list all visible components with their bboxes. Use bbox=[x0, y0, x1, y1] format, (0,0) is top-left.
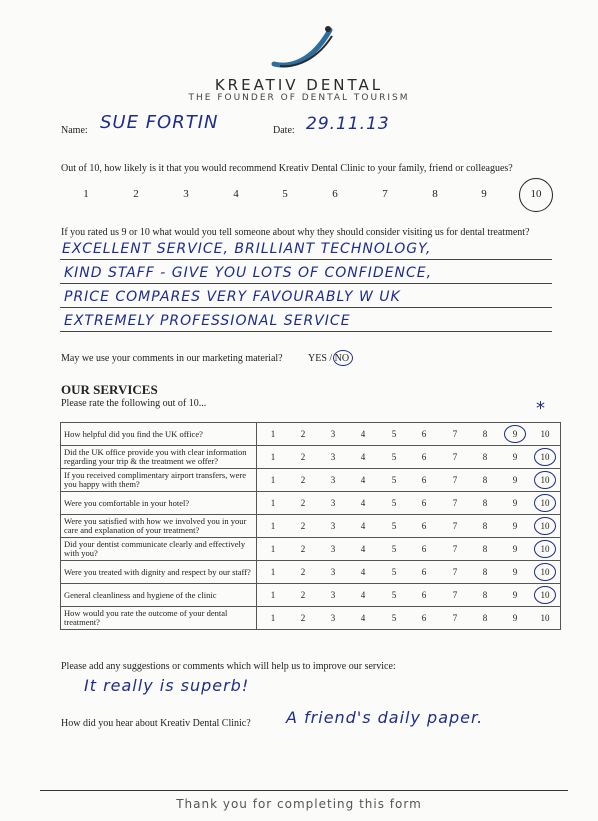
rating-option[interactable]: 4 bbox=[360, 544, 366, 554]
rating-option[interactable]: 4 bbox=[360, 521, 366, 531]
recommend-scale bbox=[0, 188, 598, 204]
rating-option[interactable]: 7 bbox=[452, 590, 458, 600]
rating-option[interactable]: 7 bbox=[452, 475, 458, 485]
rating-option[interactable]: 10 bbox=[540, 613, 550, 623]
rating-option[interactable]: 7 bbox=[452, 521, 458, 531]
marketing-answer[interactable]: YES / NO bbox=[308, 353, 350, 364]
rating-option[interactable]: 7 bbox=[452, 613, 458, 623]
table-row bbox=[61, 492, 561, 515]
rating-option[interactable]: 10 bbox=[540, 452, 550, 462]
rating-option[interactable]: 4 bbox=[360, 452, 366, 462]
rating-option[interactable]: 8 bbox=[482, 590, 488, 600]
rating-option[interactable]: 2 bbox=[300, 452, 306, 462]
rating-option[interactable]: 4 bbox=[360, 567, 366, 577]
rating-option[interactable]: 5 bbox=[391, 452, 397, 462]
services-table bbox=[60, 422, 561, 630]
selection-circle-icon bbox=[333, 350, 353, 366]
rating-option[interactable]: 5 bbox=[391, 590, 397, 600]
rating-option[interactable]: 6 bbox=[421, 521, 427, 531]
rating-option[interactable]: 8 bbox=[482, 544, 488, 554]
table-row bbox=[61, 446, 561, 469]
suggestions-answer[interactable]: It really is superb! bbox=[84, 676, 250, 695]
rating-option[interactable]: 5 bbox=[391, 544, 397, 554]
recommend-option[interactable]: 3 bbox=[183, 188, 189, 200]
rating-option[interactable]: 4 bbox=[360, 475, 366, 485]
rating-option[interactable]: 8 bbox=[482, 613, 488, 623]
asterisk-mark: * bbox=[536, 398, 546, 419]
rating-option[interactable]: 5 bbox=[391, 475, 397, 485]
services-title: OUR SERVICES bbox=[61, 382, 158, 397]
suggestions-question: Please add any suggestions or comments which will help us to improve our service: bbox=[61, 661, 396, 672]
rating-option[interactable]: 1 bbox=[270, 521, 276, 531]
rating-option[interactable]: 3 bbox=[330, 429, 336, 439]
date-label: Date: bbox=[273, 125, 295, 136]
rating-option[interactable]: 1 bbox=[270, 567, 276, 577]
brand-tagline: THE FOUNDER OF DENTAL TOURISM bbox=[188, 93, 410, 103]
rating-option[interactable]: 4 bbox=[360, 613, 366, 623]
answer-rule bbox=[60, 307, 552, 308]
service-question: Did your dentist communicate clearly and effectively with you? bbox=[61, 538, 257, 561]
service-question: Did the UK office provide you with clear information regarding your trip & the treatment we offer? bbox=[61, 446, 257, 469]
rating-option[interactable]: 3 bbox=[330, 613, 336, 623]
service-rating-scale bbox=[257, 492, 561, 515]
rating-option[interactable]: 3 bbox=[330, 521, 336, 531]
why-answer-line[interactable]: EXCELLENT SERVICE, BRILLIANT TECHNOLOGY, bbox=[62, 241, 432, 257]
rating-option[interactable]: 3 bbox=[330, 590, 336, 600]
recommend-option[interactable]: 9 bbox=[481, 188, 487, 200]
rating-option[interactable]: 7 bbox=[452, 452, 458, 462]
rating-option[interactable]: 9 bbox=[512, 521, 518, 531]
recommend-option[interactable]: 4 bbox=[233, 188, 239, 200]
recommend-option[interactable]: 2 bbox=[133, 188, 139, 200]
rating-option[interactable]: 6 bbox=[421, 613, 427, 623]
heard-question: How did you hear about Kreativ Dental Clinic? bbox=[61, 718, 251, 729]
recommend-question: Out of 10, how likely is it that you would recommend Kreativ Dental Clinic to your family, friend or colleagues? bbox=[61, 163, 513, 174]
rating-option[interactable]: 10 bbox=[540, 498, 550, 508]
rating-option[interactable]: 5 bbox=[391, 498, 397, 508]
rating-option[interactable]: 3 bbox=[330, 498, 336, 508]
table-row bbox=[61, 423, 561, 446]
rating-option[interactable]: 1 bbox=[270, 590, 276, 600]
answer-rule bbox=[60, 283, 552, 284]
rating-option[interactable]: 9 bbox=[512, 567, 518, 577]
rating-option[interactable]: 1 bbox=[270, 475, 276, 485]
service-rating-scale bbox=[257, 446, 561, 469]
recommend-option-selected[interactable]: 10 bbox=[530, 188, 542, 200]
selection-circle-icon bbox=[534, 540, 556, 558]
recommend-option[interactable]: 5 bbox=[282, 188, 288, 200]
selection-circle-icon bbox=[504, 425, 526, 443]
rating-option[interactable]: 2 bbox=[300, 544, 306, 554]
name-label: Name: bbox=[61, 125, 88, 136]
rating-option[interactable]: 4 bbox=[360, 590, 366, 600]
service-rating-scale bbox=[257, 561, 561, 584]
rating-option[interactable]: 2 bbox=[300, 590, 306, 600]
rating-option[interactable]: 9 bbox=[512, 590, 518, 600]
rating-option[interactable]: 6 bbox=[421, 452, 427, 462]
rating-option[interactable]: 6 bbox=[421, 544, 427, 554]
footer-divider bbox=[40, 790, 568, 791]
selection-circle-icon bbox=[519, 178, 553, 212]
service-rating-scale bbox=[257, 584, 561, 607]
rating-option[interactable]: 3 bbox=[330, 475, 336, 485]
service-question: How would you rate the outcome of your dental treatment? bbox=[61, 607, 257, 630]
rating-option[interactable]: 2 bbox=[300, 475, 306, 485]
rating-option[interactable]: 6 bbox=[421, 590, 427, 600]
service-rating-scale bbox=[257, 469, 561, 492]
rating-option[interactable]: 9 bbox=[512, 498, 518, 508]
answer-rule bbox=[60, 259, 552, 260]
table-row bbox=[61, 538, 561, 561]
rating-option[interactable]: 7 bbox=[452, 498, 458, 508]
table-row bbox=[61, 469, 561, 492]
rating-option[interactable]: 6 bbox=[421, 475, 427, 485]
rating-option[interactable]: 8 bbox=[482, 521, 488, 531]
selection-circle-icon bbox=[534, 471, 556, 489]
why-question: If you rated us 9 or 10 what would you tell someone about why they should consider visiting us for dental treatment? bbox=[61, 227, 530, 238]
service-rating-scale bbox=[257, 515, 561, 538]
recommend-option[interactable]: 7 bbox=[382, 188, 388, 200]
rating-option[interactable]: 3 bbox=[330, 452, 336, 462]
rating-option[interactable]: 9 bbox=[512, 429, 518, 439]
name-value[interactable]: SUE FORTIN bbox=[100, 112, 219, 133]
rating-option[interactable]: 1 bbox=[270, 544, 276, 554]
rating-option[interactable]: 1 bbox=[270, 429, 276, 439]
rating-option[interactable]: 10 bbox=[540, 429, 550, 439]
service-question: Were you satisfied with how we involved you in your care and explanation of your treatment? bbox=[61, 515, 257, 538]
rating-option[interactable]: 2 bbox=[300, 521, 306, 531]
rating-option[interactable]: 5 bbox=[391, 613, 397, 623]
rating-option[interactable]: 4 bbox=[360, 429, 366, 439]
service-rating-scale bbox=[257, 607, 561, 630]
recommend-option[interactable]: 1 bbox=[83, 188, 89, 200]
selection-circle-icon bbox=[534, 563, 556, 581]
answer-rule bbox=[60, 331, 552, 332]
service-question: If you received complimentary airport transfers, were you happy with them? bbox=[61, 469, 257, 492]
why-answer-line[interactable]: EXTREMELY PROFESSIONAL SERVICE bbox=[64, 313, 351, 329]
marketing-question: May we use your comments in our marketing material? bbox=[61, 353, 283, 364]
rating-option[interactable]: 3 bbox=[330, 544, 336, 554]
rating-option[interactable]: 6 bbox=[421, 429, 427, 439]
rating-option[interactable]: 4 bbox=[360, 498, 366, 508]
why-answer-line[interactable]: KIND STAFF - GIVE YOU LOTS OF CONFIDENCE, bbox=[64, 265, 433, 281]
table-row bbox=[61, 584, 561, 607]
rating-option[interactable]: 6 bbox=[421, 567, 427, 577]
rating-option[interactable]: 2 bbox=[300, 613, 306, 623]
service-question: How helpful did you find the UK office? bbox=[61, 423, 257, 446]
service-question: Were you treated with dignity and respect by our staff? bbox=[61, 561, 257, 584]
rating-option[interactable]: 1 bbox=[270, 452, 276, 462]
service-question: General cleanliness and hygiene of the clinic bbox=[61, 584, 257, 607]
rating-option[interactable]: 3 bbox=[330, 567, 336, 577]
rating-option[interactable]: 2 bbox=[300, 429, 306, 439]
rating-option[interactable]: 5 bbox=[391, 521, 397, 531]
rating-option[interactable]: 10 bbox=[540, 590, 550, 600]
why-answer-line[interactable]: PRICE COMPARES VERY FAVOURABLY W UK bbox=[64, 289, 401, 305]
rating-option[interactable]: 7 bbox=[452, 567, 458, 577]
rating-option[interactable]: 8 bbox=[482, 429, 488, 439]
recommend-option[interactable]: 8 bbox=[432, 188, 438, 200]
service-rating-scale bbox=[257, 423, 561, 446]
rating-option[interactable]: 8 bbox=[482, 498, 488, 508]
rating-option[interactable]: 9 bbox=[512, 452, 518, 462]
rating-option[interactable]: 5 bbox=[391, 567, 397, 577]
rating-option[interactable]: 10 bbox=[540, 544, 550, 554]
rating-option[interactable]: 9 bbox=[512, 613, 518, 623]
rating-option[interactable]: 9 bbox=[512, 475, 518, 485]
rating-option[interactable]: 6 bbox=[421, 498, 427, 508]
rating-option[interactable]: 10 bbox=[540, 521, 550, 531]
rating-option[interactable]: 8 bbox=[482, 475, 488, 485]
rating-option[interactable]: 9 bbox=[512, 544, 518, 554]
rating-option[interactable]: 7 bbox=[452, 429, 458, 439]
table-row bbox=[61, 561, 561, 584]
rating-option[interactable]: 10 bbox=[540, 567, 550, 577]
recommend-option[interactable]: 6 bbox=[332, 188, 338, 200]
table-row bbox=[61, 515, 561, 538]
selection-circle-icon bbox=[534, 586, 556, 604]
date-value[interactable]: 29.11.13 bbox=[306, 114, 390, 134]
footer-text: Thank you for completing this form bbox=[176, 797, 422, 811]
brand-name: KREATIV DENTAL bbox=[214, 76, 384, 94]
rating-option[interactable]: 8 bbox=[482, 452, 488, 462]
service-rating-scale bbox=[257, 538, 561, 561]
rating-option[interactable]: 10 bbox=[540, 475, 550, 485]
rating-option[interactable]: 5 bbox=[391, 429, 397, 439]
heard-answer[interactable]: A friend's daily paper. bbox=[286, 708, 484, 727]
service-question: Were you comfortable in your hotel? bbox=[61, 492, 257, 515]
rating-option[interactable]: 2 bbox=[300, 498, 306, 508]
rating-option[interactable]: 2 bbox=[300, 567, 306, 577]
selection-circle-icon bbox=[534, 517, 556, 535]
services-subtitle: Please rate the following out of 10... bbox=[61, 398, 207, 409]
rating-option[interactable]: 7 bbox=[452, 544, 458, 554]
rating-option[interactable]: 1 bbox=[270, 613, 276, 623]
logo-icon bbox=[268, 22, 338, 70]
selection-circle-icon bbox=[534, 448, 556, 466]
rating-option[interactable]: 8 bbox=[482, 567, 488, 577]
selection-circle-icon bbox=[534, 494, 556, 512]
rating-option[interactable]: 1 bbox=[270, 498, 276, 508]
table-row bbox=[61, 607, 561, 630]
